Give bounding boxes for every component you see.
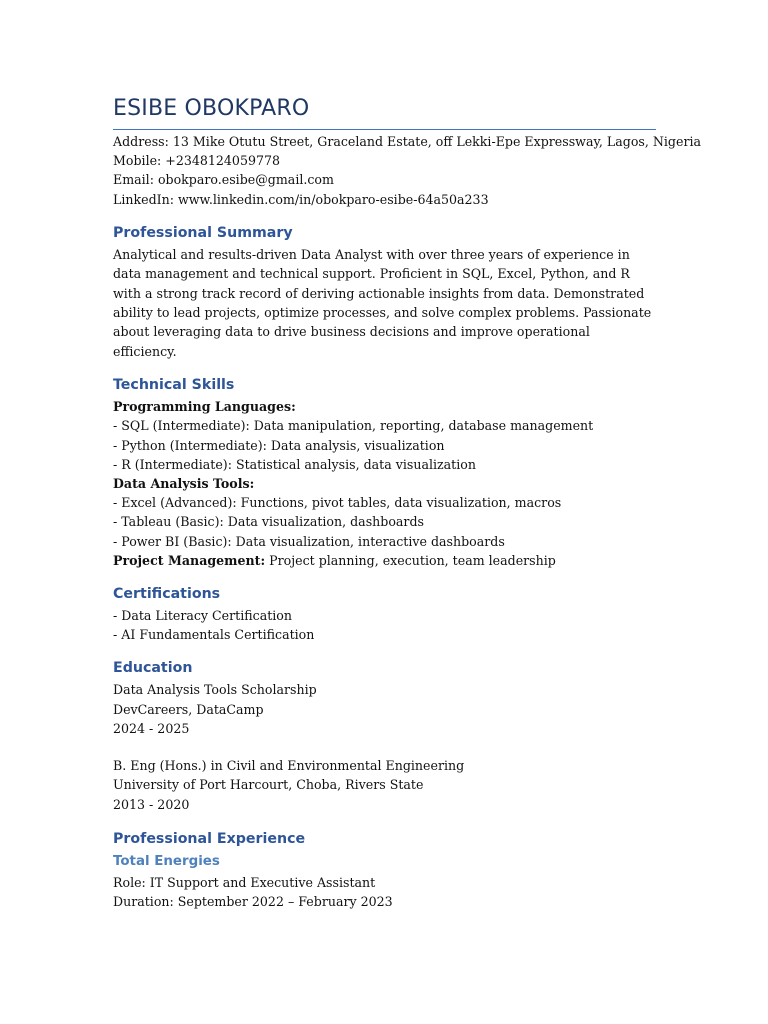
contact-address: Address: 13 Mike Otutu Street, Graceland Estate, off Lekki-Epe Expressway, Lagos, Nigeria [113, 134, 702, 149]
education-years: 2013 - 2020 [113, 796, 190, 812]
project-management-line [113, 551, 656, 570]
certification-item: - Data Literacy Certification [113, 608, 292, 624]
education-entry [113, 680, 656, 738]
education-institution: DevCareers, DataCamp [113, 701, 264, 717]
education-title: Data Analysis Tools Scholarship [113, 682, 317, 698]
summary-text: Analytical and results-driven Data Analyst with over three years of experience in data management and technical support. Proficient in SQL, Excel, Python, and R with a strong track record of deriving actionable insights from data. Demonstrated ability to lead projects, optimize processes, and solve complex problems. Passionate about leveraging data to drive business decisions and improve operational efficiency. [113, 246, 652, 359]
candidate-name: ESIBE OBOKPARO [113, 96, 310, 121]
experience-duration: Duration: September 2022 – February 2023 [113, 893, 393, 909]
contact-linkedin: LinkedIn: www.linkedin.com/in/obokparo-esibe-64a50a233 [113, 191, 489, 207]
education-years: 2024 - 2025 [113, 720, 190, 736]
experience-heading: Professional Experience [113, 830, 306, 847]
skills-block [113, 397, 656, 570]
contact-email: Email: obokparo.esibe@gmail.com [113, 172, 334, 188]
education-heading: Education [113, 660, 193, 677]
education-entry [113, 756, 656, 814]
experience-role: Role: IT Support and Executive Assistant [113, 874, 376, 890]
experience-details [113, 873, 656, 911]
certification-item: - AI Fundamentals Certification [113, 627, 315, 643]
skill-item: - Tableau (Basic): Data visualization, dashboards [113, 514, 424, 530]
skill-item: - Power BI (Basic): Data visualization, interactive dashboards [113, 533, 505, 549]
education-institution: University of Port Harcourt, Choba, Rivers State [113, 777, 424, 793]
summary-heading: Professional Summary [113, 224, 293, 241]
pm-text: Project planning, execution, team leadership [265, 552, 556, 568]
skill-item: - R (Intermediate): Statistical analysis, data visualization [113, 456, 476, 472]
certifications-list [113, 606, 656, 644]
skill-item: - Python (Intermediate): Data analysis, visualization [113, 437, 445, 453]
pm-label: Project Management: [113, 552, 266, 568]
company-name: Total Energies [113, 853, 220, 869]
education-title: B. Eng (Hons.) in Civil and Environmental Engineering [113, 758, 465, 774]
certifications-heading: Certifications [113, 586, 221, 603]
skills-heading: Technical Skills [113, 377, 235, 394]
contact-block [113, 132, 702, 209]
contact-mobile: Mobile: +2348124059778 [113, 153, 281, 169]
programming-label: Programming Languages: [113, 399, 296, 415]
skill-item: - Excel (Advanced): Functions, pivot tables, data visualization, macros [113, 495, 562, 511]
skill-item: - SQL (Intermediate): Data manipulation, reporting, database management [113, 418, 594, 434]
tools-label: Data Analysis Tools: [113, 476, 255, 492]
name-divider [113, 129, 656, 130]
